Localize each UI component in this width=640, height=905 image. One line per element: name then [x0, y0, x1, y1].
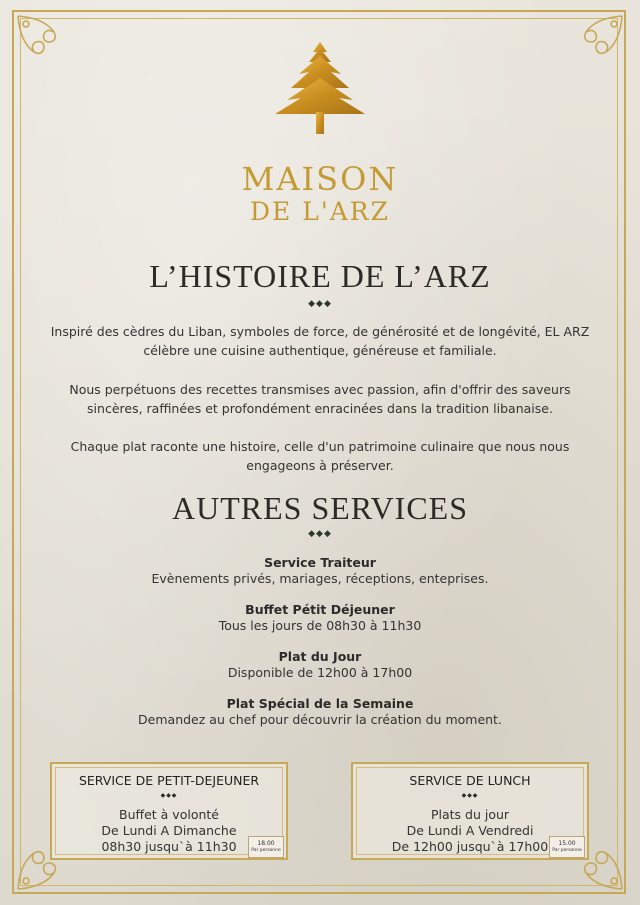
box-line: De Lundi A Vendredi [406, 823, 534, 838]
box-title: SERVICE DE PETIT-DEJEUNER [78, 773, 260, 788]
service-title: Service Traiteur [264, 555, 376, 570]
diamond-ornament: ◆◆◆ [160, 792, 178, 799]
box-line: Buffet à volonté [119, 807, 219, 822]
service-title: Buffet Pétit Déjeuner [245, 602, 395, 617]
service-text: Tous les jours de 08h30 à 11h30 [218, 618, 422, 633]
price-tag [248, 836, 284, 858]
service-title: Plat Spécial de la Semaine [226, 696, 414, 711]
diamond-ornament: ◆◆◆ [308, 299, 332, 309]
box-line: De Lundi A Dimanche [101, 823, 237, 838]
histoire-paragraph: Chaque plat raconte une histoire, celle d'un patrimoine culinaire que nous nous engageons à préserver. [70, 439, 570, 473]
price-value: 18.00 [257, 840, 275, 847]
box-line: 08h30 jusqu`à 11h30 [101, 839, 237, 854]
cedar-tree-icon [265, 40, 375, 135]
brand-name-line1: MAISON [241, 160, 399, 198]
corner-ornament [14, 12, 72, 70]
diamond-ornament: ◆◆◆ [461, 792, 479, 799]
price-tag [549, 836, 585, 858]
corner-ornament [568, 12, 626, 70]
histoire-title: L’HISTOIRE DE L’ARZ [149, 258, 491, 294]
service-text: Demandez au chef pour découvrir la création du moment. [138, 712, 502, 727]
services-title: AUTRES SERVICES [171, 490, 469, 526]
breakfast-service-box [50, 762, 288, 860]
price-unit: Par personne [552, 848, 582, 853]
lunch-service-box [351, 762, 589, 860]
price-value: 15.00 [558, 840, 576, 847]
histoire-paragraph: Nous perpétuons des recettes transmises avec passion, afin d'offrir des saveurs sincères, raffinées et profondément enracinées dans la tradition libanaise. [69, 382, 571, 416]
brand-name-line2: DE L'ARZ [250, 197, 390, 226]
service-title: Plat du Jour [278, 649, 362, 664]
box-line: Plats du jour [430, 807, 510, 822]
histoire-paragraph: Inspiré des cèdres du Liban, symboles de force, de générosité et de longévité, EL ARZ célèbre une cuisine authentique, généreuse et familiale. [50, 324, 590, 358]
service-text: Disponible de 12h00 à 17h00 [227, 665, 413, 680]
box-title: SERVICE DE LUNCH [409, 773, 531, 788]
price-unit: Par personne [251, 848, 281, 853]
box-line: De 12h00 jusqu`à 17h00 [391, 839, 549, 854]
service-text: Evènements privés, mariages, réceptions, enteprises. [151, 571, 489, 586]
diamond-ornament: ◆◆◆ [308, 529, 332, 539]
